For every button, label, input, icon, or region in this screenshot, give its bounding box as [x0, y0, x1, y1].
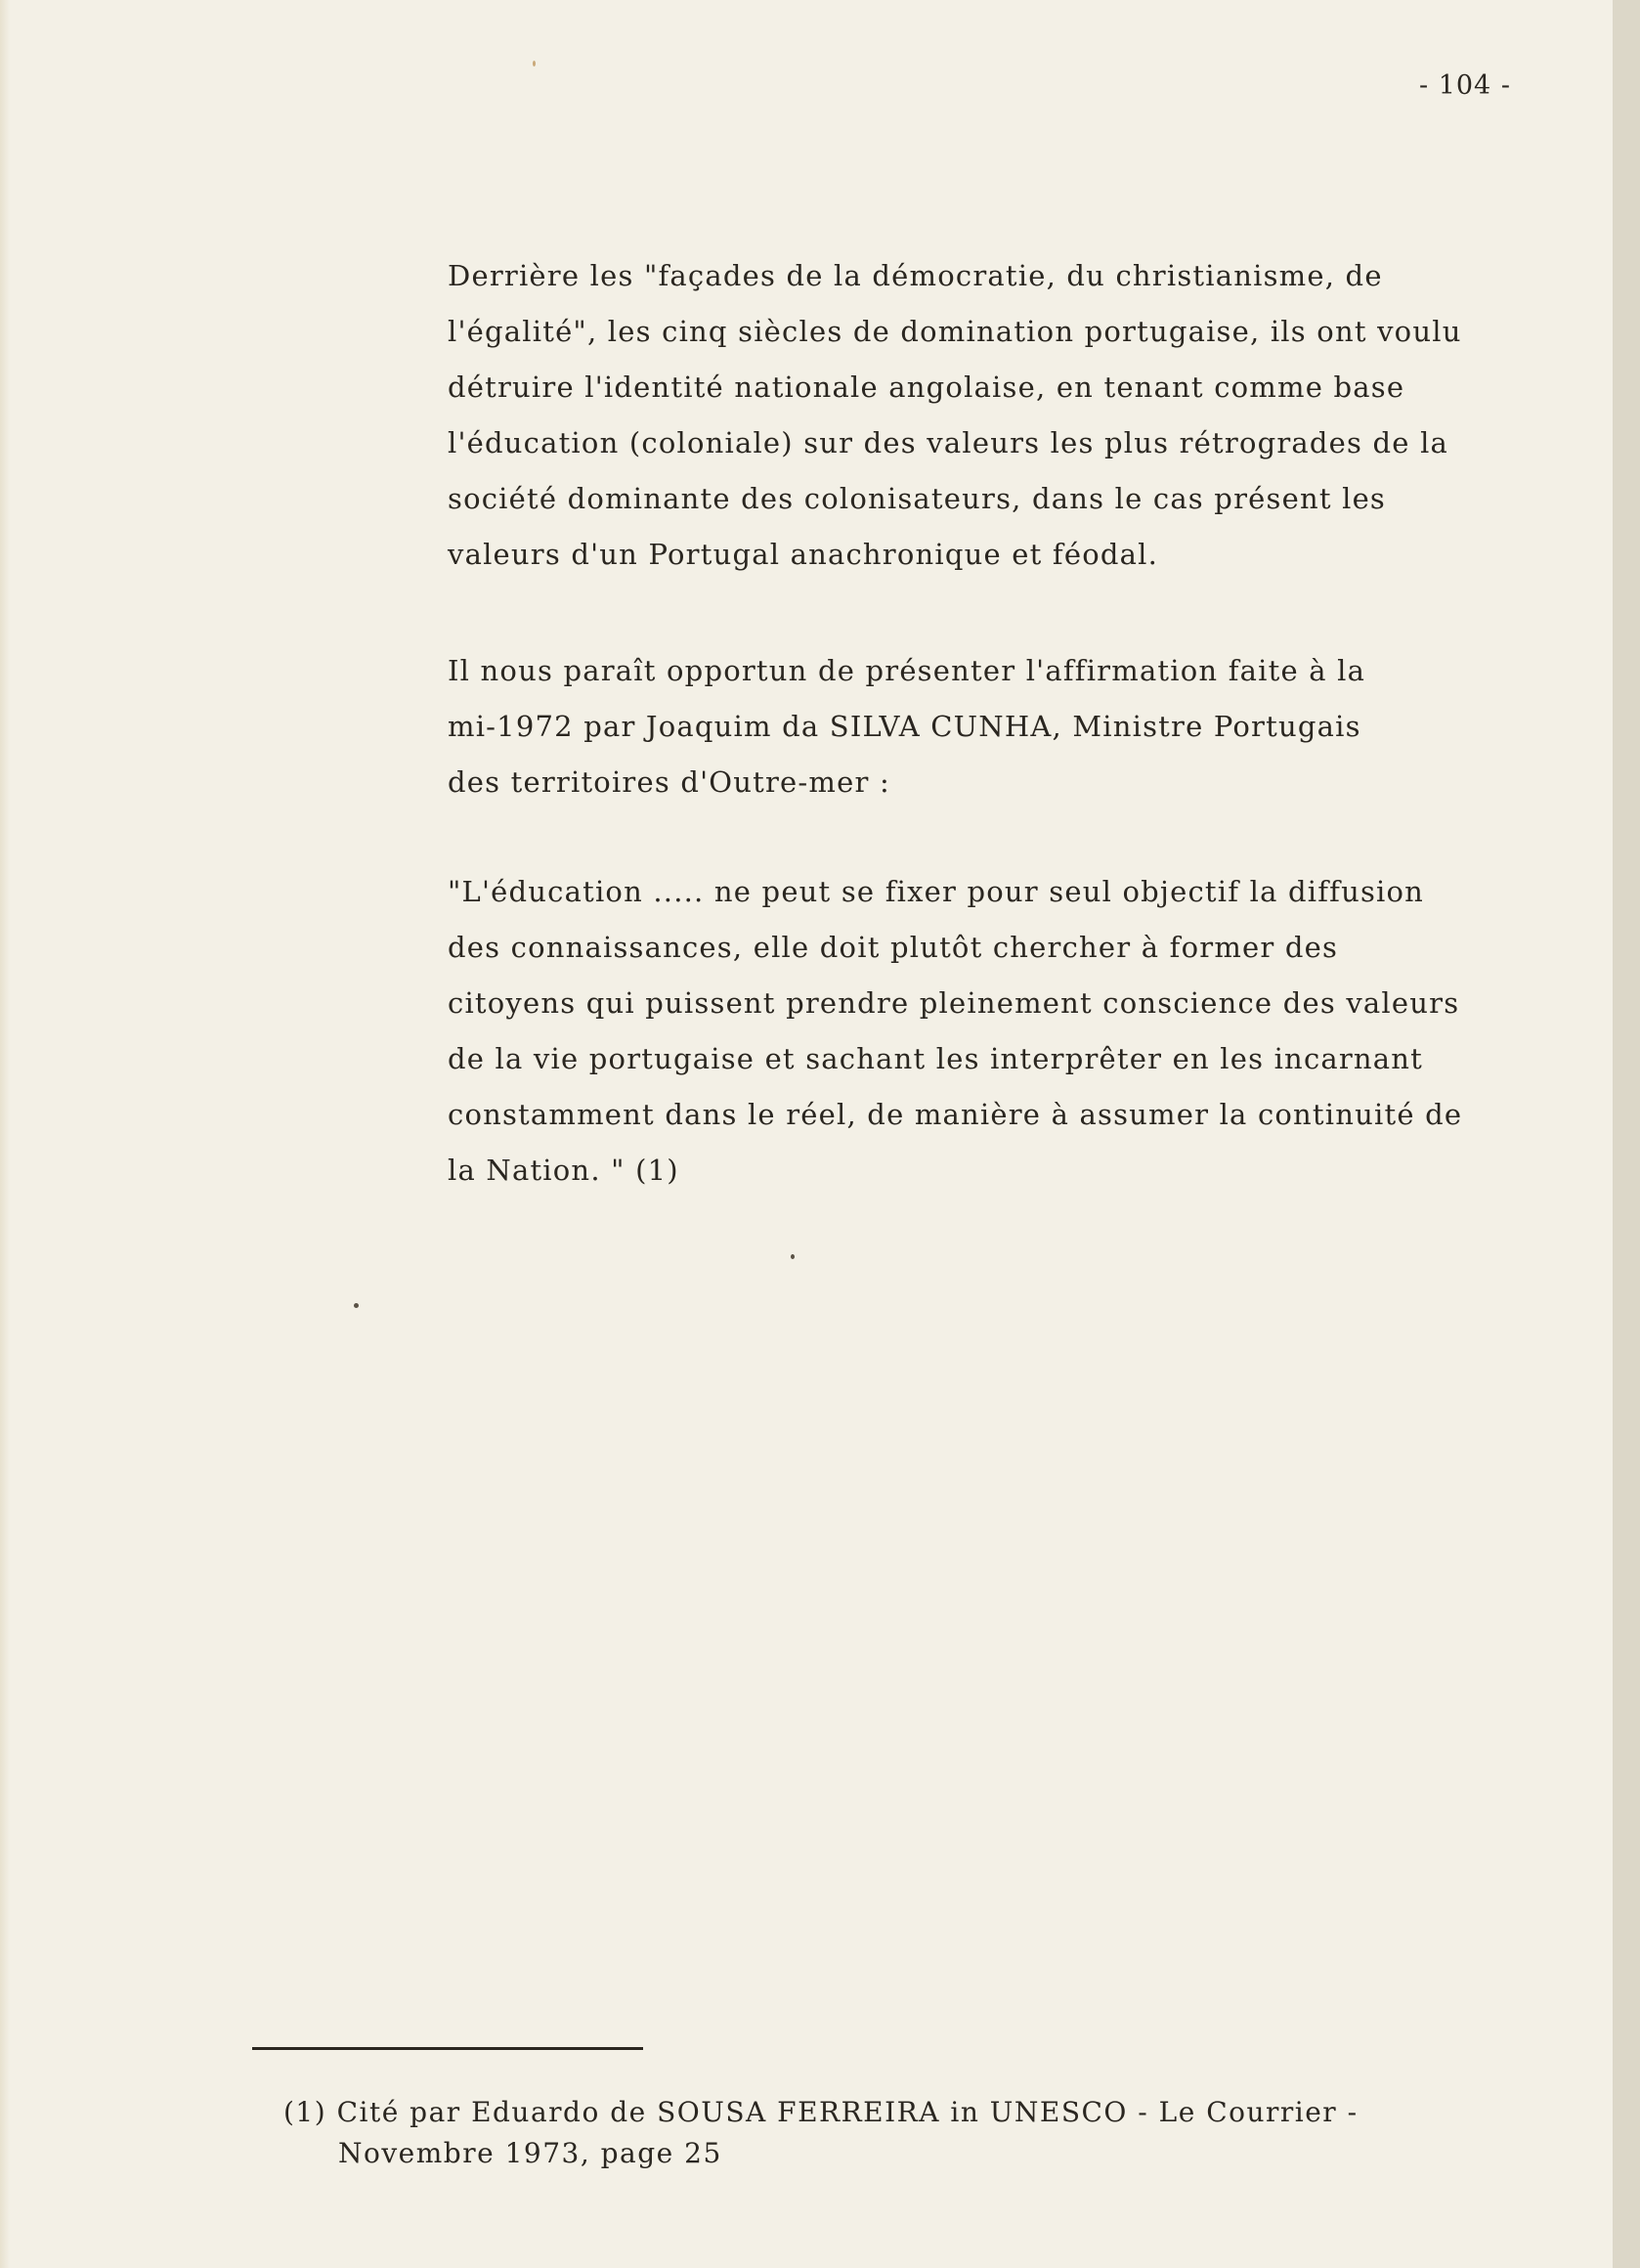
- paragraph-line: citoyens qui puissent prendre pleinement conscience des valeurs: [448, 986, 1460, 1020]
- paragraph-line: l'éducation (coloniale) sur des valeurs les plus rétrogrades de la: [448, 426, 1449, 459]
- paragraph-line: l'égalité", les cinq siècles de domination portugaise, ils ont voulu: [448, 315, 1462, 348]
- paragraph-intro: [448, 248, 1462, 583]
- paper-speck: [791, 1254, 795, 1259]
- paragraph-line: constamment dans le réel, de manière à assumer la continuité de: [448, 1098, 1463, 1131]
- paragraph-line: Il nous paraît opportun de présenter l'affirmation faite à la: [448, 654, 1366, 687]
- paragraph-citation-intro: [448, 643, 1365, 810]
- page-right-edge: [1613, 0, 1640, 2268]
- paragraph-line: valeurs d'un Portugal anachronique et féodal.: [448, 538, 1159, 571]
- paragraph-quotation: [448, 864, 1462, 1199]
- paragraph-line: des connaissances, elle doit plutôt chercher à former des: [448, 931, 1339, 964]
- paragraph-line: "L'éducation ..... ne peut se fixer pour seul objectif la diffusion: [448, 875, 1425, 908]
- paragraph-line: de la vie portugaise et sachant les interprêter en les incarnant: [448, 1042, 1424, 1075]
- paper-speck: [354, 1303, 359, 1308]
- paragraph-line: société dominante des colonisateurs, dans le cas présent les: [448, 482, 1387, 515]
- footnote: [283, 2092, 1359, 2174]
- paper-speck: [533, 61, 536, 66]
- paragraph-line: la Nation. " (1): [448, 1154, 679, 1187]
- footnote-line: (1) Cité par Eduardo de SOUSA FERREIRA in UNESCO - Le Courrier -: [283, 2096, 1359, 2128]
- page-left-edge: [0, 0, 10, 2268]
- page-number: - 104 -: [1419, 70, 1511, 101]
- footnote-separator: [252, 2047, 643, 2050]
- paragraph-line: Derrière les "façades de la démocratie, du christianisme, de: [448, 259, 1383, 292]
- footnote-line: Novembre 1973, page 25: [338, 2137, 722, 2169]
- paragraph-line: détruire l'identité nationale angolaise, en tenant comme base: [448, 371, 1405, 404]
- paragraph-line: des territoires d'Outre-mer :: [448, 765, 890, 799]
- paragraph-line: mi-1972 par Joaquim da SILVA CUNHA, Ministre Portugais: [448, 710, 1361, 743]
